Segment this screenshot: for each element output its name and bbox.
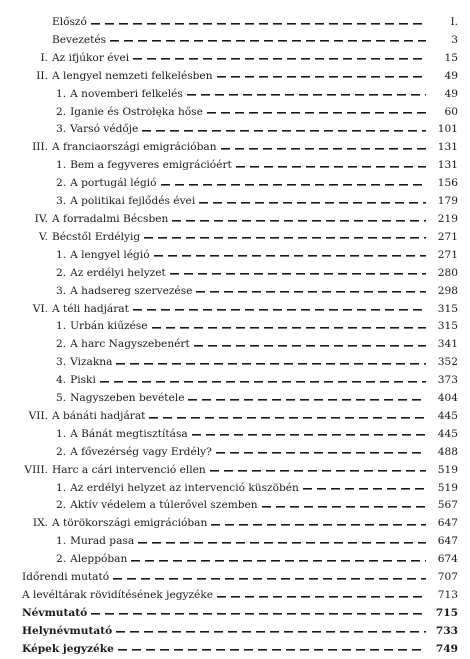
toc-entry-title: Iganie és Ostrołęka hőse [70,105,203,118]
toc-entry-page: 271 [437,230,458,243]
toc-entry-title: Az erdélyi helyzet az intervenció küszöbén [70,481,299,494]
toc-dash-leader [138,537,426,547]
toc-dash-leader [149,412,426,422]
toc-entry-page: 280 [437,266,458,279]
toc-entry-title: A politikai fejlődés évei [70,195,196,208]
toc-dash-leader [199,197,426,207]
toc-entry-title: Helynévmutató [22,624,113,637]
toc-entry [22,14,458,32]
toc-entry [22,641,458,659]
toc-entry [22,426,458,444]
toc-entry-title: A Bánát megtisztítása [70,427,188,440]
toc-entry-page: 707 [437,571,458,584]
toc-entry-number: 2. [56,499,67,512]
toc-entry-page: 131 [437,159,458,172]
toc-entry-number: 1. [56,248,67,261]
toc-dash-leader [303,484,426,494]
toc-dash-leader [152,322,426,332]
toc-entry-page: 445 [437,427,458,440]
toc-entry [22,50,458,68]
toc-dash-leader [161,179,427,189]
toc-entry [22,569,458,587]
toc-entry-page: 733 [435,624,458,637]
toc-entry-title: A franciaországi emigrációban [52,141,217,154]
toc-entry-title: Vizakna [70,356,113,369]
toc-entry [22,86,458,104]
toc-entry-title: A levéltárak rövidítésének jegyzéke [22,589,214,601]
toc-entry-number: 2. [56,266,67,279]
toc-entry-title: A forradalmi Bécsben [52,212,169,225]
toc-entry [22,301,458,319]
toc-dash-leader [116,627,426,637]
toc-entry [22,480,458,498]
toc-entry-title: Bem a fegyveres emigrációért [70,159,232,172]
toc-entry-title: Névmutató [22,606,88,619]
toc-entry [22,68,458,86]
toc-entry-title: Az erdélyi helyzet [70,266,166,279]
toc-entry-number: 3. [56,356,67,369]
toc-entry-number: IV. [34,212,48,225]
toc-entry-page: 488 [437,445,458,458]
toc-entry-page: 179 [437,195,458,208]
toc-entry-title: A fővezérség vagy Erdély? [70,445,212,458]
toc-entry-number: IX. [32,517,48,530]
toc-dash-leader [113,573,426,583]
toc-dash-leader [100,376,426,386]
toc-entry [22,139,458,157]
toc-entry-page: 315 [437,302,458,315]
toc-entry-page: 156 [437,177,458,190]
toc-entry-title: Aktív védelem a túlerővel szemben [70,499,258,512]
toc-entry-title: Urbán kiűzése [70,320,148,333]
toc-entry-page: I. [450,16,458,28]
toc-dash-leader [142,125,426,135]
toc-entry-page: 3 [451,33,458,46]
toc-dash-leader [187,90,426,100]
toc-entry-title: Varsó védője [70,123,139,136]
toc-entry-number: 2. [56,338,67,351]
toc-entry [22,515,458,533]
toc-entry-page: 101 [437,123,458,136]
toc-entry [22,32,458,50]
toc-dash-leader [236,161,426,171]
toc-entry-number: VII. [28,409,48,422]
toc-entry [22,390,458,408]
toc-entry-number: V. [38,230,48,243]
toc-entry-title: Aleppóban [70,553,128,566]
toc-entry-title: Piski [70,374,96,387]
toc-entry-number: 4. [56,374,67,387]
toc-entry-title: Bevezetés [52,33,107,46]
toc-entry-number: 2. [56,105,67,118]
toc-dash-leader [144,233,426,243]
toc-dash-leader [192,430,426,440]
toc-entry-page: 647 [437,535,458,548]
toc-dash-leader [217,72,426,82]
toc-entry-title: Murad pasa [70,535,135,548]
toc-entry-number: I. [40,51,48,64]
toc-entry-number: 5. [56,392,67,405]
toc-entry [22,104,458,122]
toc-entry-title: Nagyszeben bevétele [70,392,185,405]
toc-entry [22,283,458,301]
toc-entry-page: 674 [437,553,458,566]
toc-entry-title: A téli hadjárat [52,302,129,315]
toc-entry-page: 219 [437,212,458,225]
toc-entry-page: 315 [437,320,458,333]
toc-entry-number: 1. [56,320,67,333]
toc-entry-page: 715 [435,606,458,619]
toc-entry [22,587,458,605]
toc-dash-leader [118,645,426,655]
toc-entry-page: 49 [444,69,458,82]
toc-dash-leader [207,107,426,117]
toc-entry-page: 49 [444,87,458,100]
toc-entry-number: VIII. [24,463,48,476]
toc-entry-title: A portugál légió [70,177,157,190]
toc-entry-page: 15 [444,51,458,64]
toc-entry [22,193,458,211]
toc-entry-number: 3. [56,284,67,297]
toc-entry-title: A törökországi emigrációban [52,517,208,530]
toc-entry-title: Képek jegyzéke [22,642,114,655]
toc-entry-page: 341 [437,338,458,351]
toc-entry-number: 1. [56,159,67,172]
toc-entry [22,533,458,551]
toc-entry-page: 445 [437,409,458,422]
toc-entry-page: 131 [437,141,458,154]
toc-entry [22,551,458,569]
toc-entry-page: 567 [437,499,458,512]
toc-dash-leader [91,609,426,619]
toc-entry [22,265,458,283]
toc-entry-number: 1. [56,535,67,548]
toc-entry-number: III. [32,141,48,154]
toc-dash-leader [216,448,426,458]
toc-entry-title: Harc a cári intervenció ellen [52,463,206,476]
toc-entry-page: 749 [435,642,458,655]
toc-entry [22,408,458,426]
toc-entry-number: 3. [56,195,67,208]
toc-entry-number: VI. [32,302,48,315]
toc-entry-number: 2. [56,177,67,190]
toc-entry-page: 373 [437,374,458,387]
toc-dash-leader [110,36,426,46]
toc-entry-title: A lengyel nemzeti felkelésben [52,69,213,82]
toc-entry [22,444,458,462]
toc-entry [22,211,458,229]
toc-entry-title: A hadsereg szervezése [70,284,193,297]
toc-entry-page: 352 [437,356,458,369]
toc-dash-leader [116,358,426,368]
toc-dash-leader [133,54,426,64]
toc-entry-title: A novemberi felkelés [70,87,183,100]
toc-entry-page: 298 [437,284,458,297]
toc-entry-number: 2. [56,553,67,566]
toc-dash-leader [91,18,426,28]
toc-dash-leader [210,466,426,476]
toc-entry [22,121,458,139]
toc-entry-title: Az ifjúkor évei [52,51,130,64]
toc-entry [22,229,458,247]
toc-dash-leader [194,340,426,350]
table-of-contents [22,14,458,659]
toc-dash-leader [196,287,426,297]
toc-entry-title: A harc Nagyszebenért [70,338,190,351]
toc-entry-number: 1. [56,427,67,440]
toc-entry-number: 3. [56,123,67,136]
toc-entry-page: 60 [444,105,458,118]
toc-dash-leader [221,143,426,153]
toc-entry [22,318,458,336]
toc-entry [22,623,458,641]
toc-entry-number: 2. [56,445,67,458]
toc-entry [22,336,458,354]
toc-entry-page: 519 [437,481,458,494]
toc-entry-page: 404 [437,392,458,405]
toc-dash-leader [217,591,426,601]
toc-dash-leader [131,555,426,565]
toc-entry-title: Bécstől Erdélyig [52,230,141,243]
toc-entry [22,175,458,193]
toc-dash-leader [170,269,426,279]
toc-entry-title: Időrendi mutató [22,571,110,584]
toc-dash-leader [133,304,426,314]
toc-entry-page: 271 [437,248,458,261]
toc-entry [22,372,458,390]
toc-entry [22,247,458,265]
toc-entry-title: Előszó [52,16,87,28]
toc-dash-leader [154,251,426,261]
toc-entry-title: A bánáti hadjárat [52,409,146,422]
toc-entry-page: 647 [437,517,458,530]
toc-entry [22,354,458,372]
toc-dash-leader [262,501,426,511]
toc-entry [22,497,458,515]
toc-dash-leader [188,394,426,404]
toc-entry [22,157,458,175]
toc-dash-leader [211,519,426,529]
toc-entry-number: 1. [56,481,67,494]
toc-entry [22,605,458,623]
toc-entry-number: II. [36,69,48,82]
toc-entry-page: 713 [437,589,458,601]
toc-entry-title: A lengyel légió [70,248,150,261]
toc-entry-number: 1. [56,87,67,100]
toc-dash-leader [172,215,426,225]
toc-entry-page: 519 [437,463,458,476]
toc-entry [22,462,458,480]
